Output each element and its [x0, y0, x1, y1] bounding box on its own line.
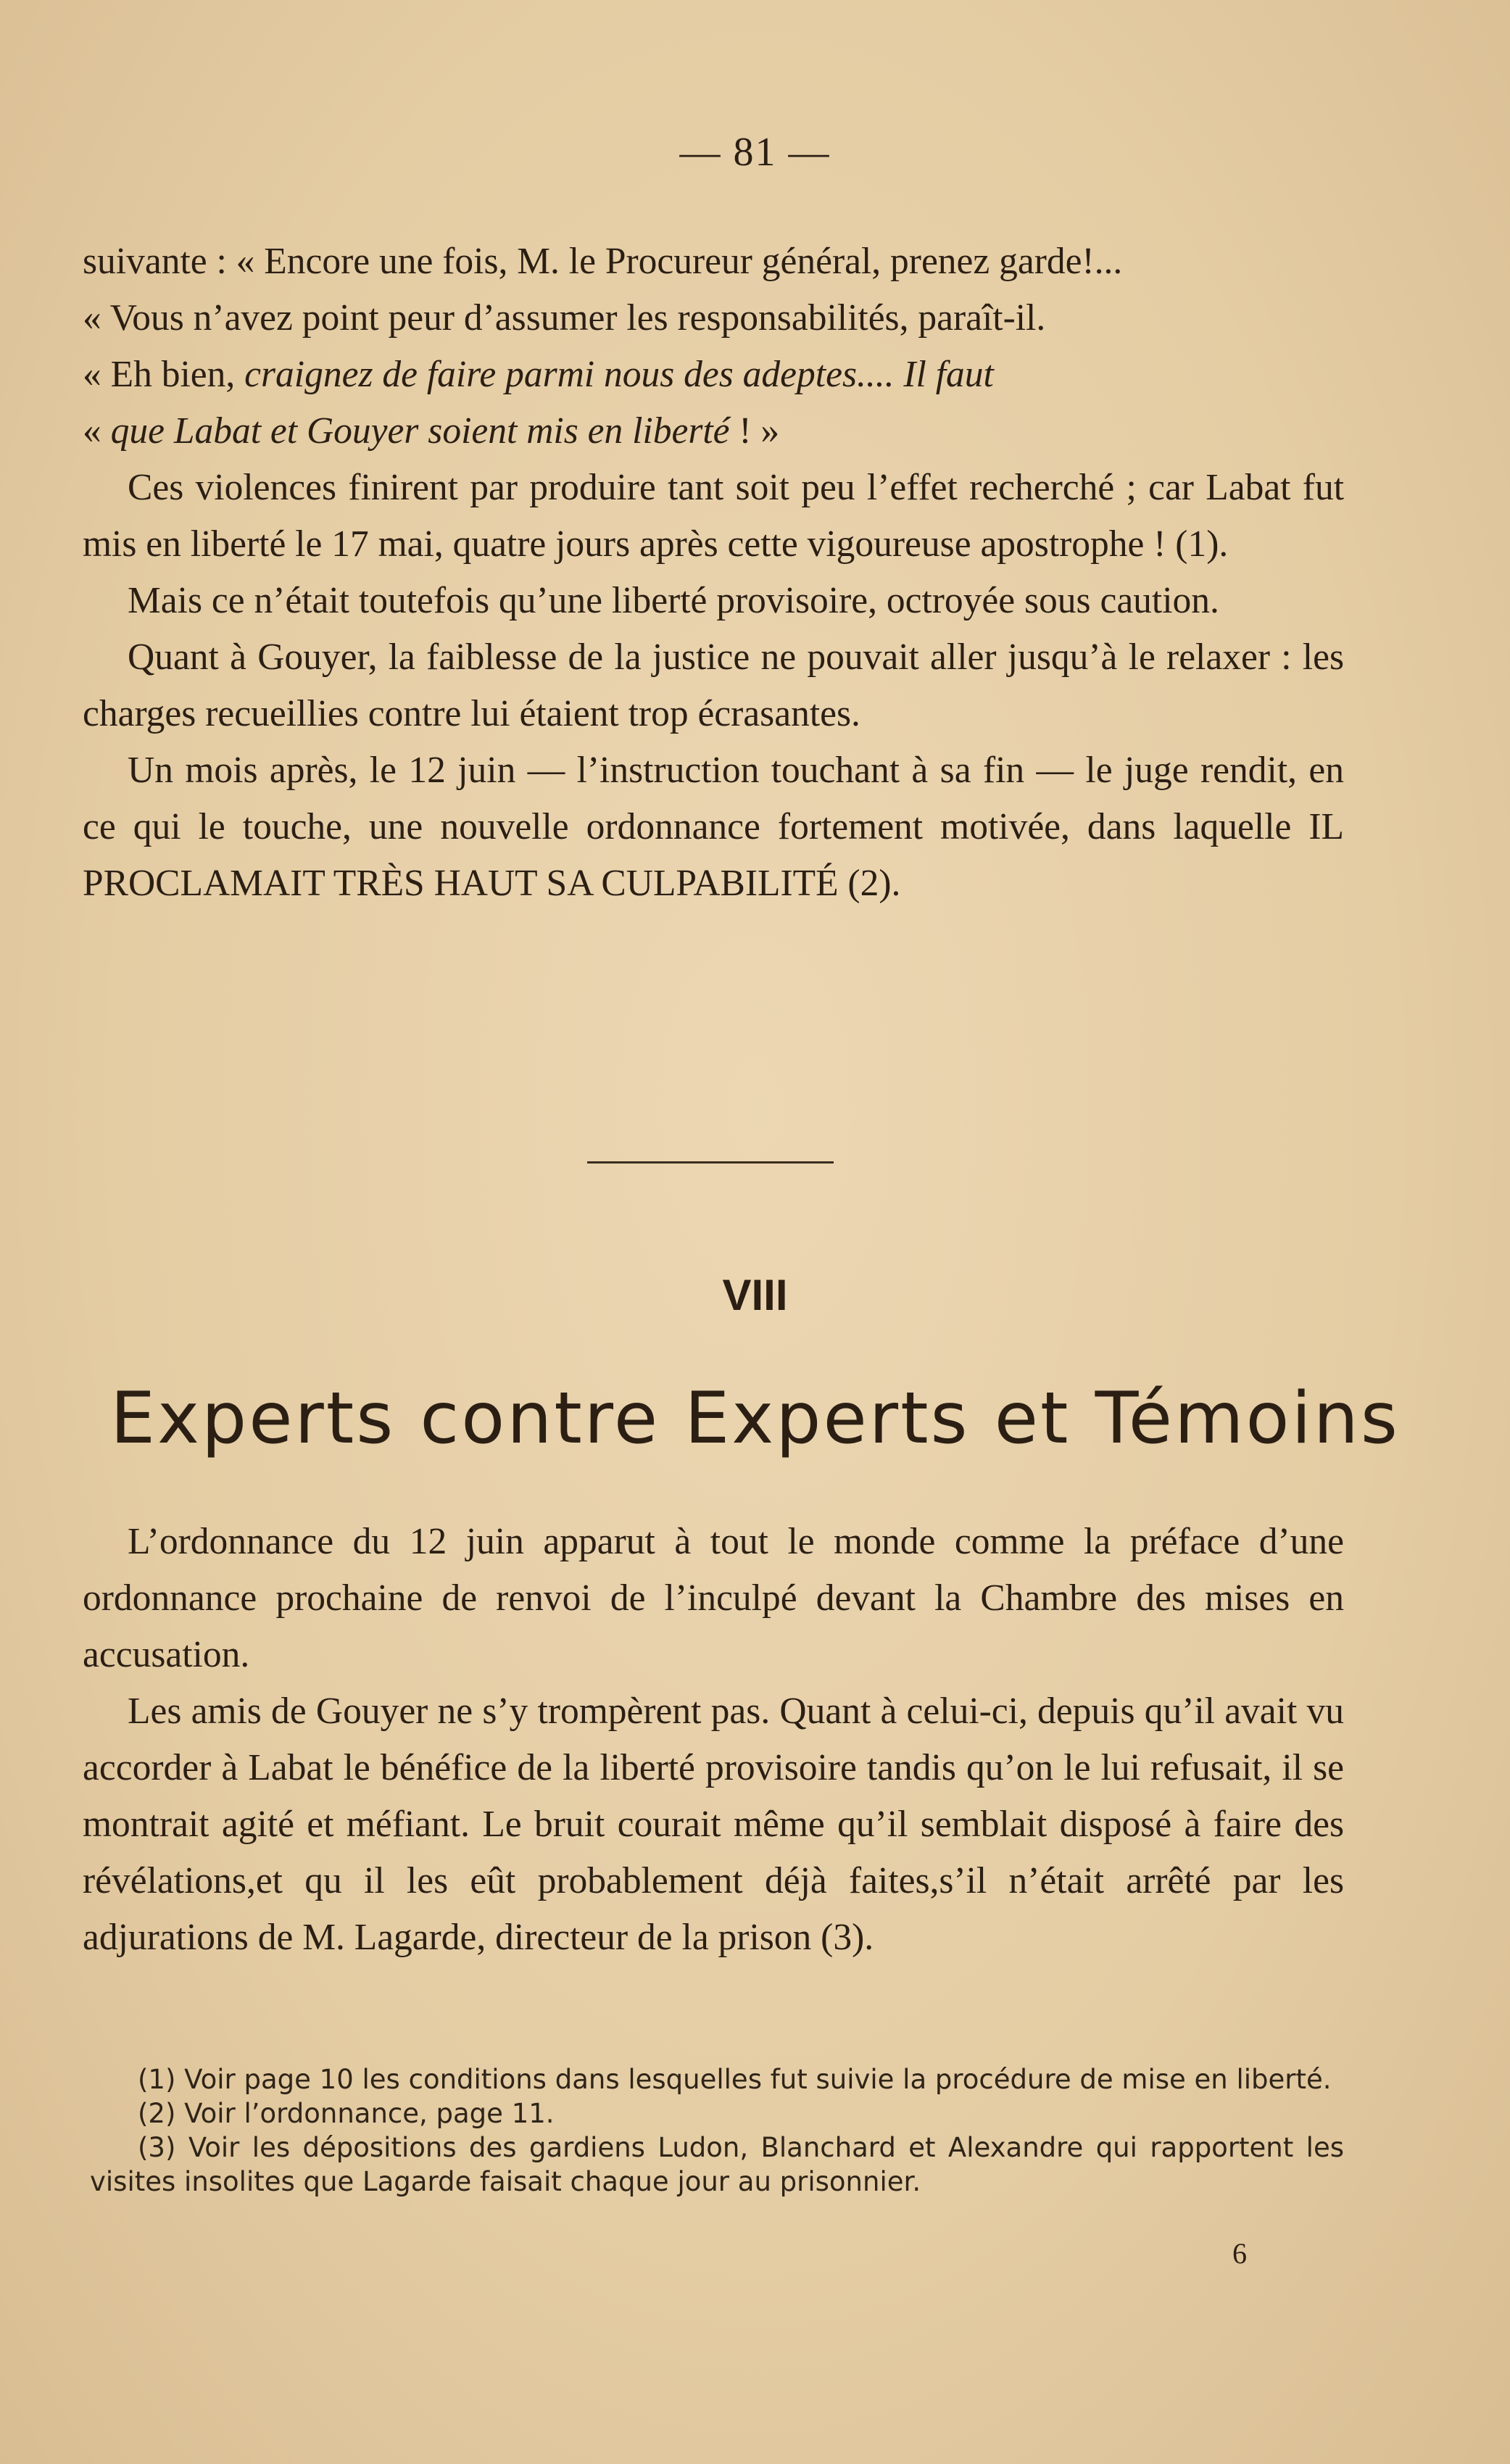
paragraph: Quant à Gouyer, la faiblesse de la justice ne pouvait aller jusqu’à le relaxer : les charges recueillies contre lui étaient trop écrasantes.	[83, 636, 1344, 734]
section-divider	[587, 1161, 834, 1163]
footnote: (3) Voir les dépositions des gardiens Ludon, Blanchard et Alexandre qui rapportent les visites insolites que Lagarde faisait chaque jour au prisonnier.	[90, 2132, 1344, 2197]
section-title: Experts contre Experts et Témoins	[110, 1377, 1400, 1460]
signature-mark: 6	[1232, 2237, 1247, 2270]
footnotes	[90, 2062, 1344, 2199]
paragraph-line: « Eh bien, craignez de faire parmi nous des adeptes.... Il faut	[83, 354, 994, 395]
text-block-top	[83, 233, 1344, 912]
footnote: (2) Voir l’ordonnance, page 11.	[138, 2098, 555, 2129]
paragraph: Un mois après, le 12 juin — l’instruction touchant à sa fin — le juge rendit, en ce qui le touche, une nouvelle ordonnance fortement motivée, dans laquelle IL PROCLAMAIT TRÈS HAUT SA CULPABILITÉ (2).	[83, 750, 1344, 904]
paragraph: Mais ce n’était toutefois qu’une liberté provisoire, octroyée sous caution.	[128, 580, 1219, 621]
paragraph: Les amis de Gouyer ne s’y trompèrent pas. Quant à celui-ci, depuis qu’il avait vu accorder à Labat le bénéfice de la liberté provisoire tandis qu’on le lui refusait, il se montrait agité et méfiant. Le bruit courait même qu’il semblait disposé à faire des révélations,et qu il les eût probablement déjà faites,s’il n’était arrêté par les adjurations de M. Lagarde, directeur de la prison (3).	[83, 1691, 1344, 1958]
paragraph-line: suivante : « Encore une fois, M. le Procureur général, prenez garde!...	[83, 241, 1123, 282]
paragraph: L’ordonnance du 12 juin apparut à tout le monde comme la préface d’une ordonnance prochaine de renvoi de l’inculpé devant la Chambre des mises en accusation.	[83, 1521, 1344, 1675]
text-block-bottom	[83, 1514, 1344, 1966]
page-number: — 81 —	[679, 130, 831, 175]
paragraph-line: « Vous n’avez point peur d’assumer les responsabilités, paraît-il.	[83, 297, 1046, 339]
footnote: (1) Voir page 10 les conditions dans lesquelles fut suivie la procédure de mise en liberté.	[138, 2064, 1332, 2095]
section-number: VIII	[722, 1271, 788, 1319]
italic-span: craignez de faire parmi nous des adeptes.... Il faut	[244, 354, 994, 395]
italic-span: que Labat et Gouyer soient mis en liberté	[110, 410, 739, 452]
paragraph: Ces violences finirent par produire tant soit peu l’effet recherché ; car Labat fut mis en liberté le 17 mai, quatre jours après cette vigoureuse apostrophe ! (1).	[83, 467, 1344, 565]
paragraph-line: « que Labat et Gouyer soient mis en liberté ! »	[83, 410, 780, 452]
